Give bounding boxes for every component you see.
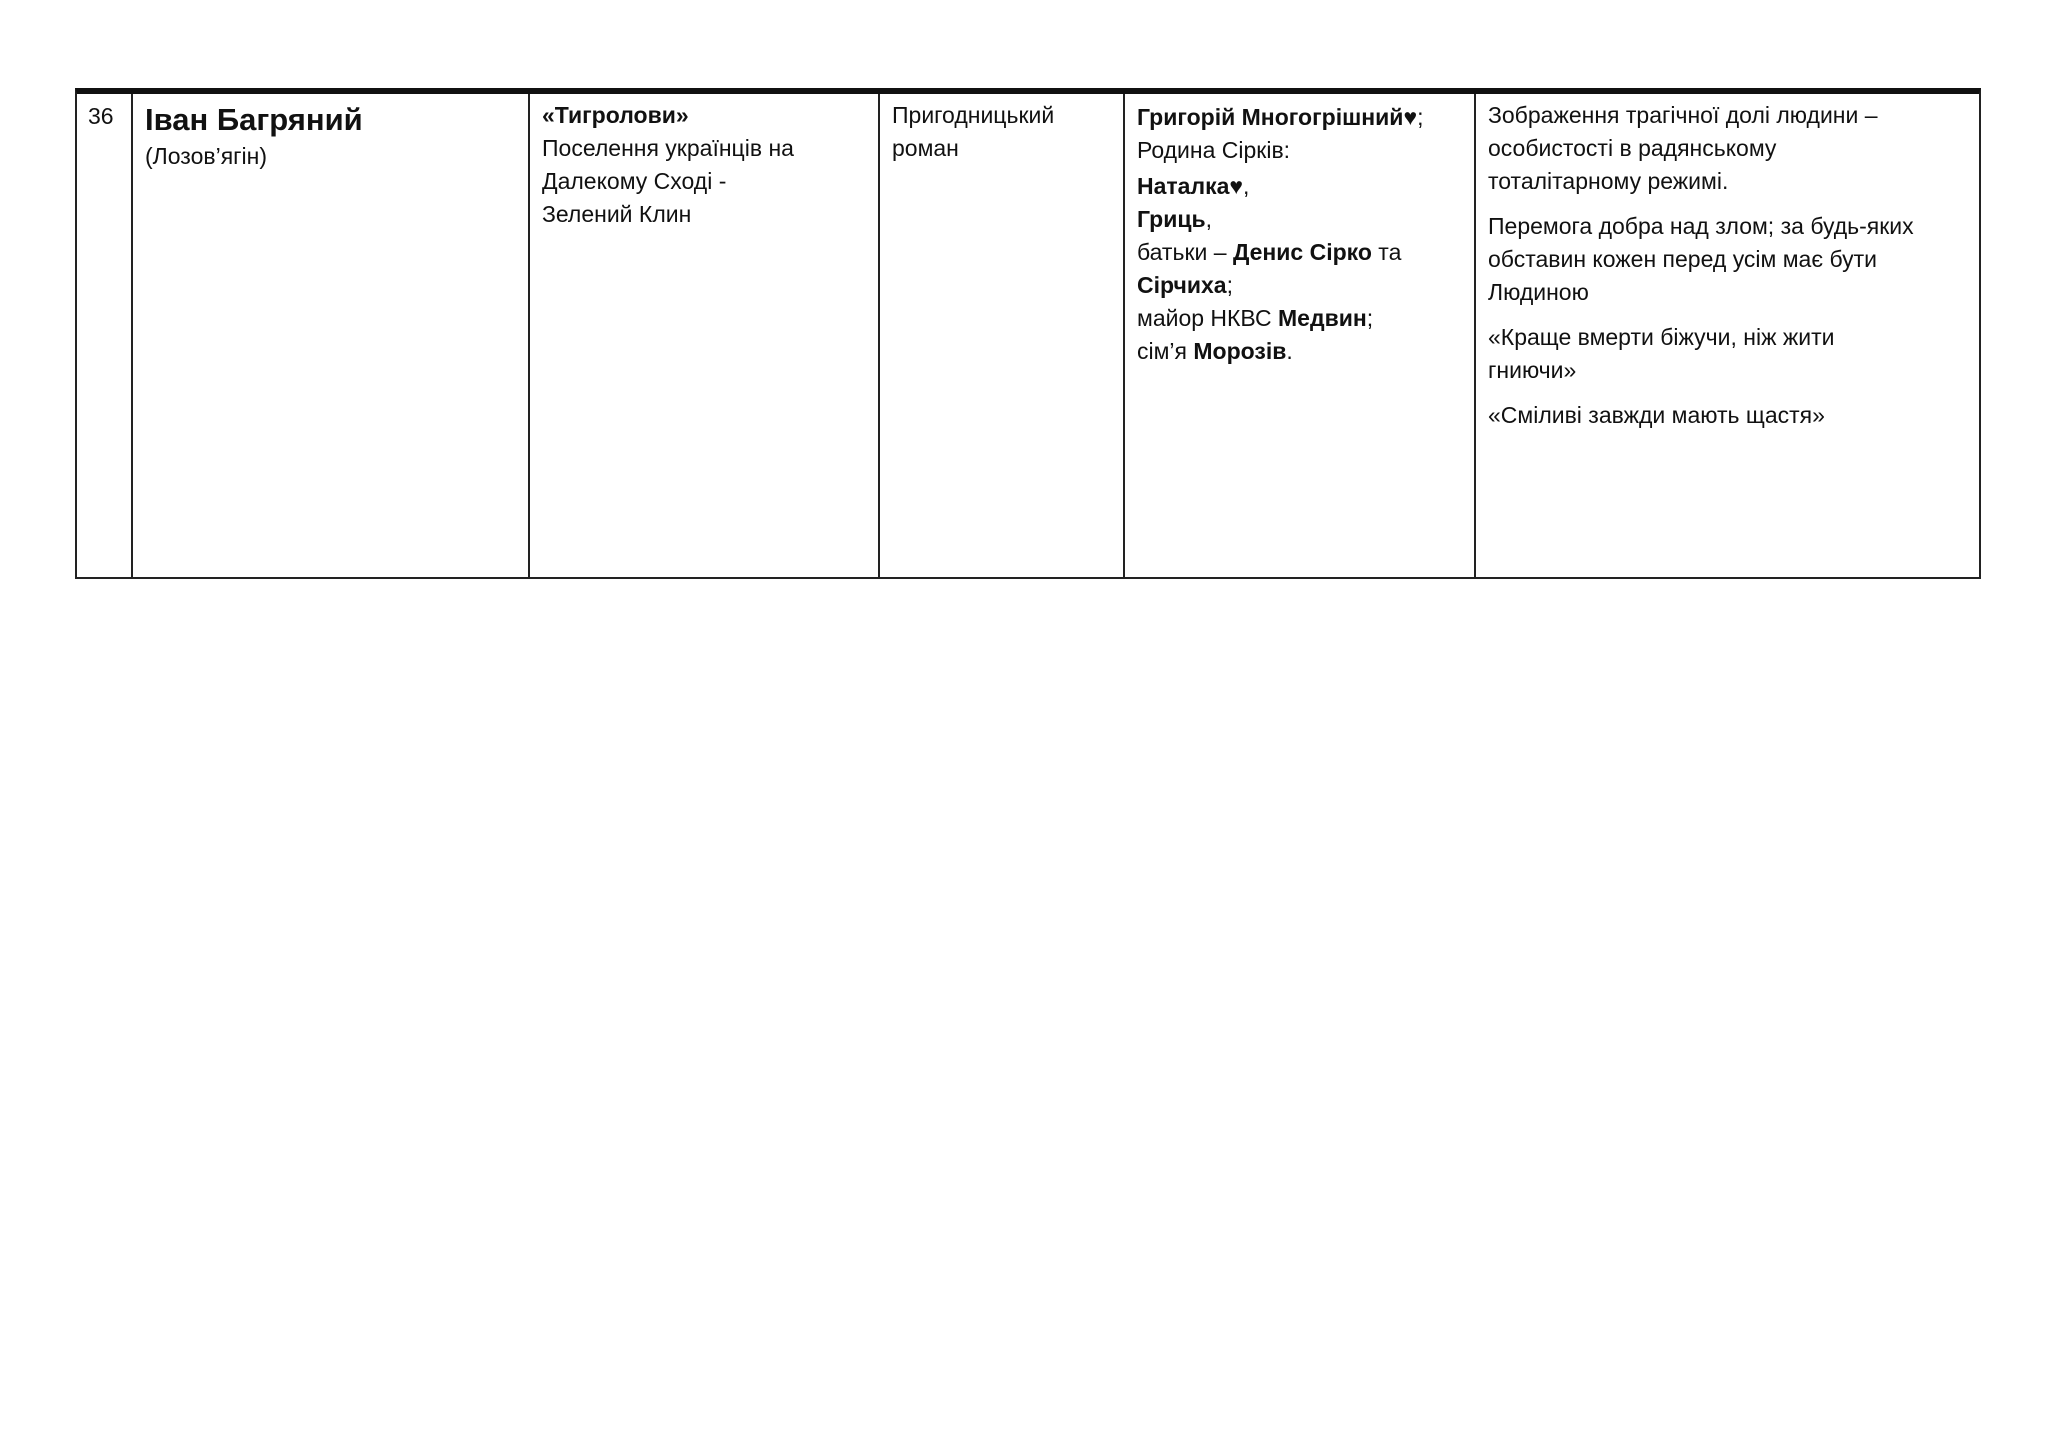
character-line [1137, 101, 1462, 134]
theme-paragraph [1488, 210, 1967, 309]
row-number-cell [77, 94, 131, 577]
quote-line: «Сміливі завжди мають щастя» [1488, 402, 1825, 428]
theme-line: Зображення трагічної долі людини – [1488, 102, 1878, 128]
character-text: батьки – [1137, 239, 1233, 265]
author-name: Іван Багряний [145, 102, 363, 137]
punctuation: , [1205, 206, 1213, 232]
quote-paragraph [1488, 321, 1967, 387]
theme-line: особистості в радянському [1488, 135, 1777, 161]
row-number: 36 [88, 103, 114, 129]
character-group-label: Родина Сірків: [1137, 137, 1291, 163]
character-text: сім’я [1137, 338, 1194, 364]
punctuation: . [1286, 338, 1293, 364]
character-line [1137, 236, 1462, 269]
punctuation: ; [1226, 272, 1233, 298]
work-setting-line: Зелений Клин [542, 201, 692, 227]
theme-cell [1474, 94, 1979, 577]
author-cell [131, 94, 528, 577]
heart-icon: ♥ [1229, 173, 1244, 199]
theme-line: Людиною [1488, 279, 1589, 305]
character-line [1137, 269, 1462, 302]
literature-table [75, 88, 1981, 579]
genre-line: роман [892, 135, 959, 161]
work-setting-line: Далекому Сході - [542, 168, 727, 194]
genre-line: Пригодницький [892, 102, 1055, 128]
work-cell [528, 94, 878, 577]
work-title: «Тигролови» [542, 102, 689, 128]
character-name: Сірчиха [1137, 272, 1227, 298]
quote-paragraph [1488, 399, 1967, 432]
punctuation: ; [1417, 104, 1424, 130]
characters-cell [1123, 94, 1474, 577]
character-name: Наталка [1137, 173, 1230, 199]
author-alias: (Лозов’ягін) [145, 143, 268, 169]
character-text: та [1371, 239, 1402, 265]
character-name: Морозів [1193, 338, 1287, 364]
theme-line: Перемога добра над злом; за будь-яких [1488, 213, 1914, 239]
theme-line: обставин кожен перед усім має бути [1488, 246, 1878, 272]
quote-line: гниючи» [1488, 357, 1577, 383]
punctuation: , [1243, 173, 1250, 199]
theme-line: тоталітарному режимі. [1488, 168, 1729, 194]
heart-icon: ♥ [1403, 104, 1418, 130]
character-line [1137, 302, 1462, 335]
character-name: Гриць [1137, 206, 1206, 232]
quote-line: «Краще вмерти біжучи, ніж жити [1488, 324, 1835, 350]
character-line [1137, 203, 1462, 236]
genre-cell [878, 94, 1123, 577]
character-line [1137, 170, 1462, 203]
character-name: Медвин [1278, 305, 1367, 331]
character-line [1137, 335, 1462, 368]
theme-paragraph [1488, 99, 1967, 198]
character-text: майор НКВС [1137, 305, 1279, 331]
punctuation: ; [1366, 305, 1374, 331]
character-name: Григорій Многогрішний [1137, 104, 1404, 130]
work-setting-line: Поселення українців на [542, 135, 794, 161]
character-name: Денис Сірко [1232, 239, 1372, 265]
